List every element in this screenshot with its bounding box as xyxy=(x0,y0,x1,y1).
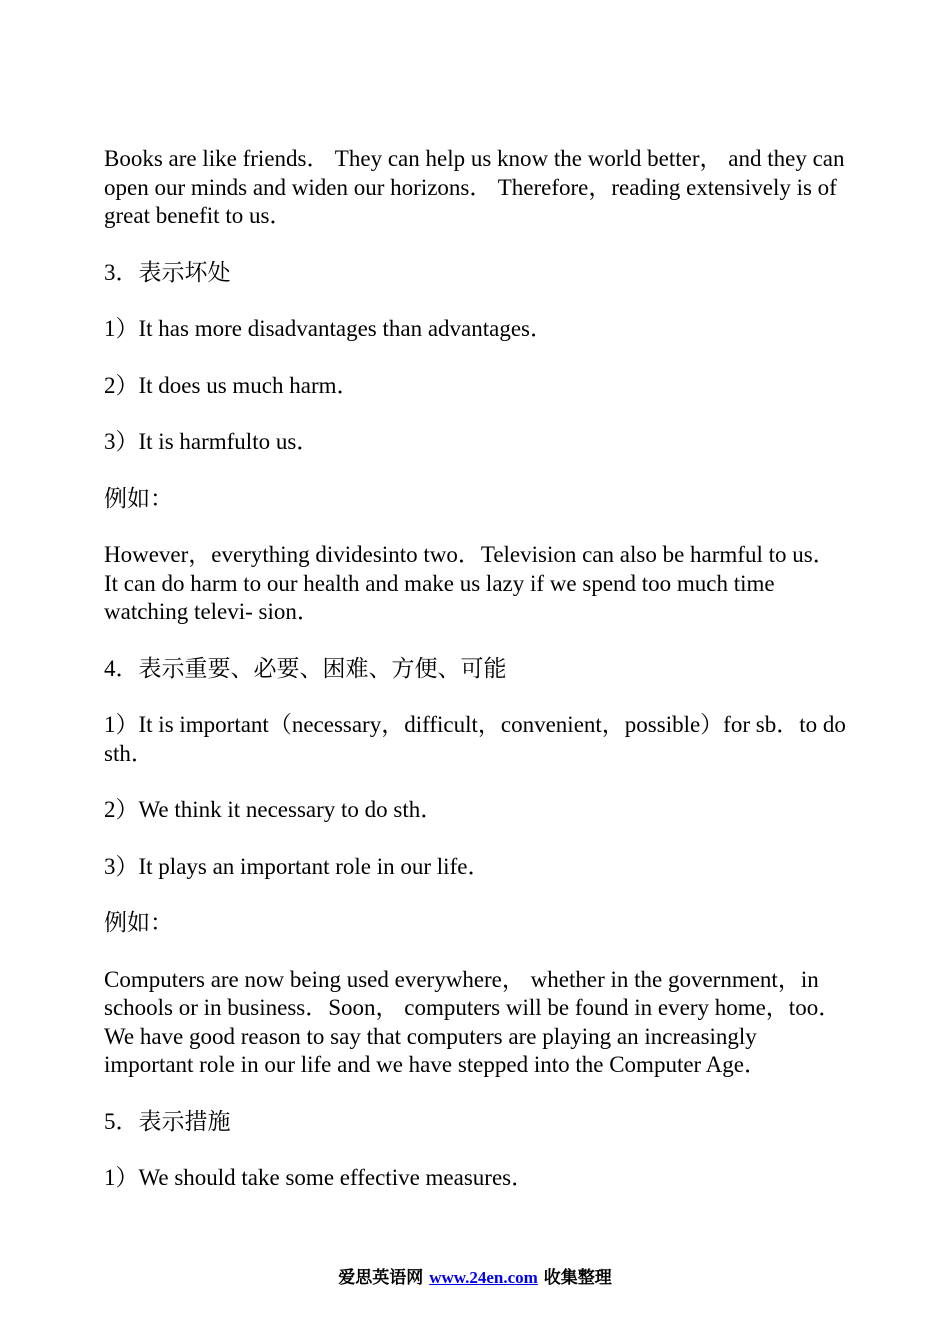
heading-measures: 5．表示措施 xyxy=(104,1108,231,1134)
example-label: 例如： xyxy=(104,485,173,511)
phrase-item: 2）It does us much harm． xyxy=(104,372,360,398)
paragraph-books-example: Books are like friends． They can help us know the world better， and they can open our minds and widen our horizons． Therefore，reading extensively is of great benefit to us． xyxy=(104,146,845,228)
footer-site-name: 爱思英语网 xyxy=(338,1268,424,1288)
phrase-item: 3）It is harmfulto us． xyxy=(104,429,320,454)
heading-disadvantages: 3．表示坏处 xyxy=(104,259,231,285)
page-footer xyxy=(0,1266,950,1290)
phrase-item: 1）We should take some effective measures． xyxy=(104,1165,535,1190)
paragraph-computers-example: Computers are now being used everywhere， whether in the government，in schools or in business．Soon， computers will be found in every home，too． We have good reason to say that computers are playing an increasingly important role in our life and we have stepped into the Computer Age． xyxy=(104,966,842,1077)
footer-suffix: 收集整理 xyxy=(543,1268,612,1288)
phrase-item: 1）It is important（necessary，difficult，convenient，possible）for sb．to do sth． xyxy=(104,712,846,766)
phrase-item: 3）It plays an important role in our life． xyxy=(104,853,491,879)
paragraph-television-example: However，everything dividesinto two．Television can also be harmful to us． It can do harm to our health and make us lazy if we spend too much time watching televi- sion． xyxy=(104,542,836,624)
example-label: 例如： xyxy=(104,910,173,935)
document-body xyxy=(104,145,846,1193)
footer-site-link[interactable]: www.24en.com xyxy=(429,1268,538,1287)
phrase-item: 1）It has more disadvantages than advantages． xyxy=(104,316,554,341)
heading-importance: 4．表示重要、必要、困难、方便、可能 xyxy=(104,655,507,681)
phrase-item: 2）We think it necessary to do sth． xyxy=(104,797,444,822)
